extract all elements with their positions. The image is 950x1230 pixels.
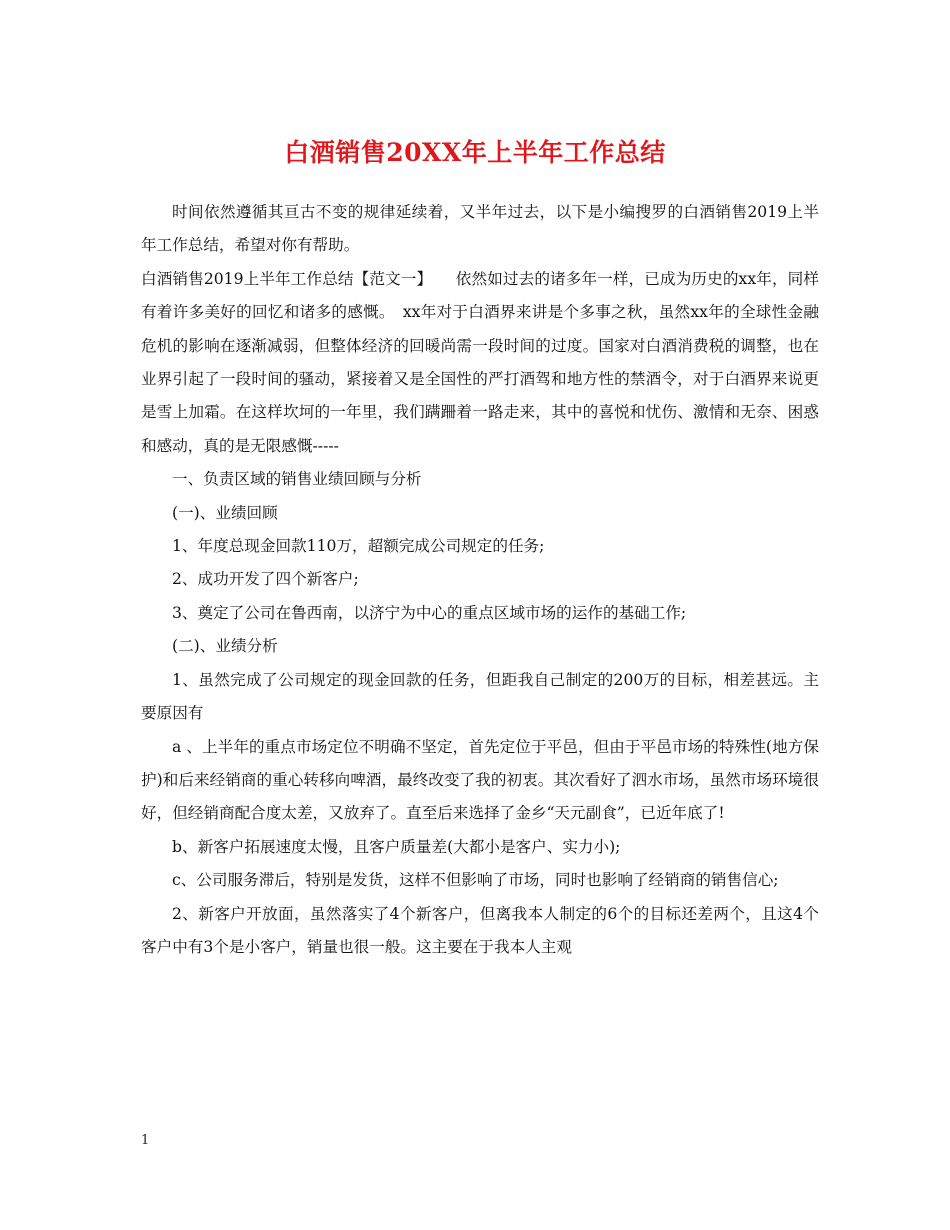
paragraph: 2、新客户开放面，虽然落实了4个新客户，但离我本人制定的6个的目标还差两个，且这4个客户中有3个是小客户，销量也很一般。这主要在于我本人主观 bbox=[141, 904, 819, 956]
paragraph: 时间依然遵循其亘古不变的规律延续着，又半年过去，以下是小编搜罗的白酒销售2019上半年工作总结，希望对你有帮助。 bbox=[141, 203, 819, 255]
paragraph: 2、成功开发了四个新客户; bbox=[172, 570, 359, 589]
paragraph: (一)、业绩回顾 bbox=[172, 503, 278, 522]
paragraph: b、新客户拓展速度太慢，且客户质量差(大都小是客户、实力小); bbox=[172, 837, 621, 856]
document-body bbox=[141, 196, 819, 964]
paragraph: 3、奠定了公司在鲁西南，以济宁为中心的重点区域市场的运作的基础工作; bbox=[172, 603, 687, 622]
paragraph: c、公司服务滞后，特别是发货，这样不但影响了市场，同时也影响了经销商的销售信心; bbox=[172, 871, 779, 890]
paragraph: 1、年度总现金回款110万，超额完成公司规定的任务; bbox=[172, 537, 545, 556]
paragraph: 1、虽然完成了公司规定的现金回款的任务，但距我自己制定的200万的目标，相差甚远。主要原因有 bbox=[141, 670, 819, 723]
paragraph: a 、上半年的重点市场定位不明确不坚定，首先定位于平邑，但由于平邑市场的特殊性(地方保护)和后来经销商的重心转移向啤酒，最终改变了我的初衷。其次看好了泗水市场，虽然市场环境很好，但经销商配合度太差，又放弃了。直至后来选择了金乡“天元副食”，已近年底了! bbox=[141, 737, 819, 823]
paragraph: 一、负责区域的销售业绩回顾与分析 bbox=[172, 470, 422, 489]
page-number: 1 bbox=[141, 1133, 150, 1148]
document-title: 白酒销售20XX年上半年工作总结 bbox=[284, 138, 666, 167]
paragraph: (二)、业绩分析 bbox=[172, 637, 278, 656]
paragraph: 白酒销售2019上半年工作总结【范文一】 依然如过去的诸多年一样，已成为历史的xx年，同样有着许多美好的回忆和诸多的感慨。 xx年对于白酒界来讲是个多事之秋，虽然xx年的全球性金融危机的影响在逐渐减弱，但整体经济的回暖尚需一段时间的过度。国家对白酒消费税的调整，也在业界引起了一段时间的骚动，紧接着又是全国性的严打酒驾和地方性的禁酒令，对于白酒界来说更是雪上加霜。在这样坎坷的一年里，我们蹒跚着一路走来，其中的喜悦和忧伤、激情和无奈、困惑和感动，真的是无限感慨----- bbox=[141, 269, 819, 455]
